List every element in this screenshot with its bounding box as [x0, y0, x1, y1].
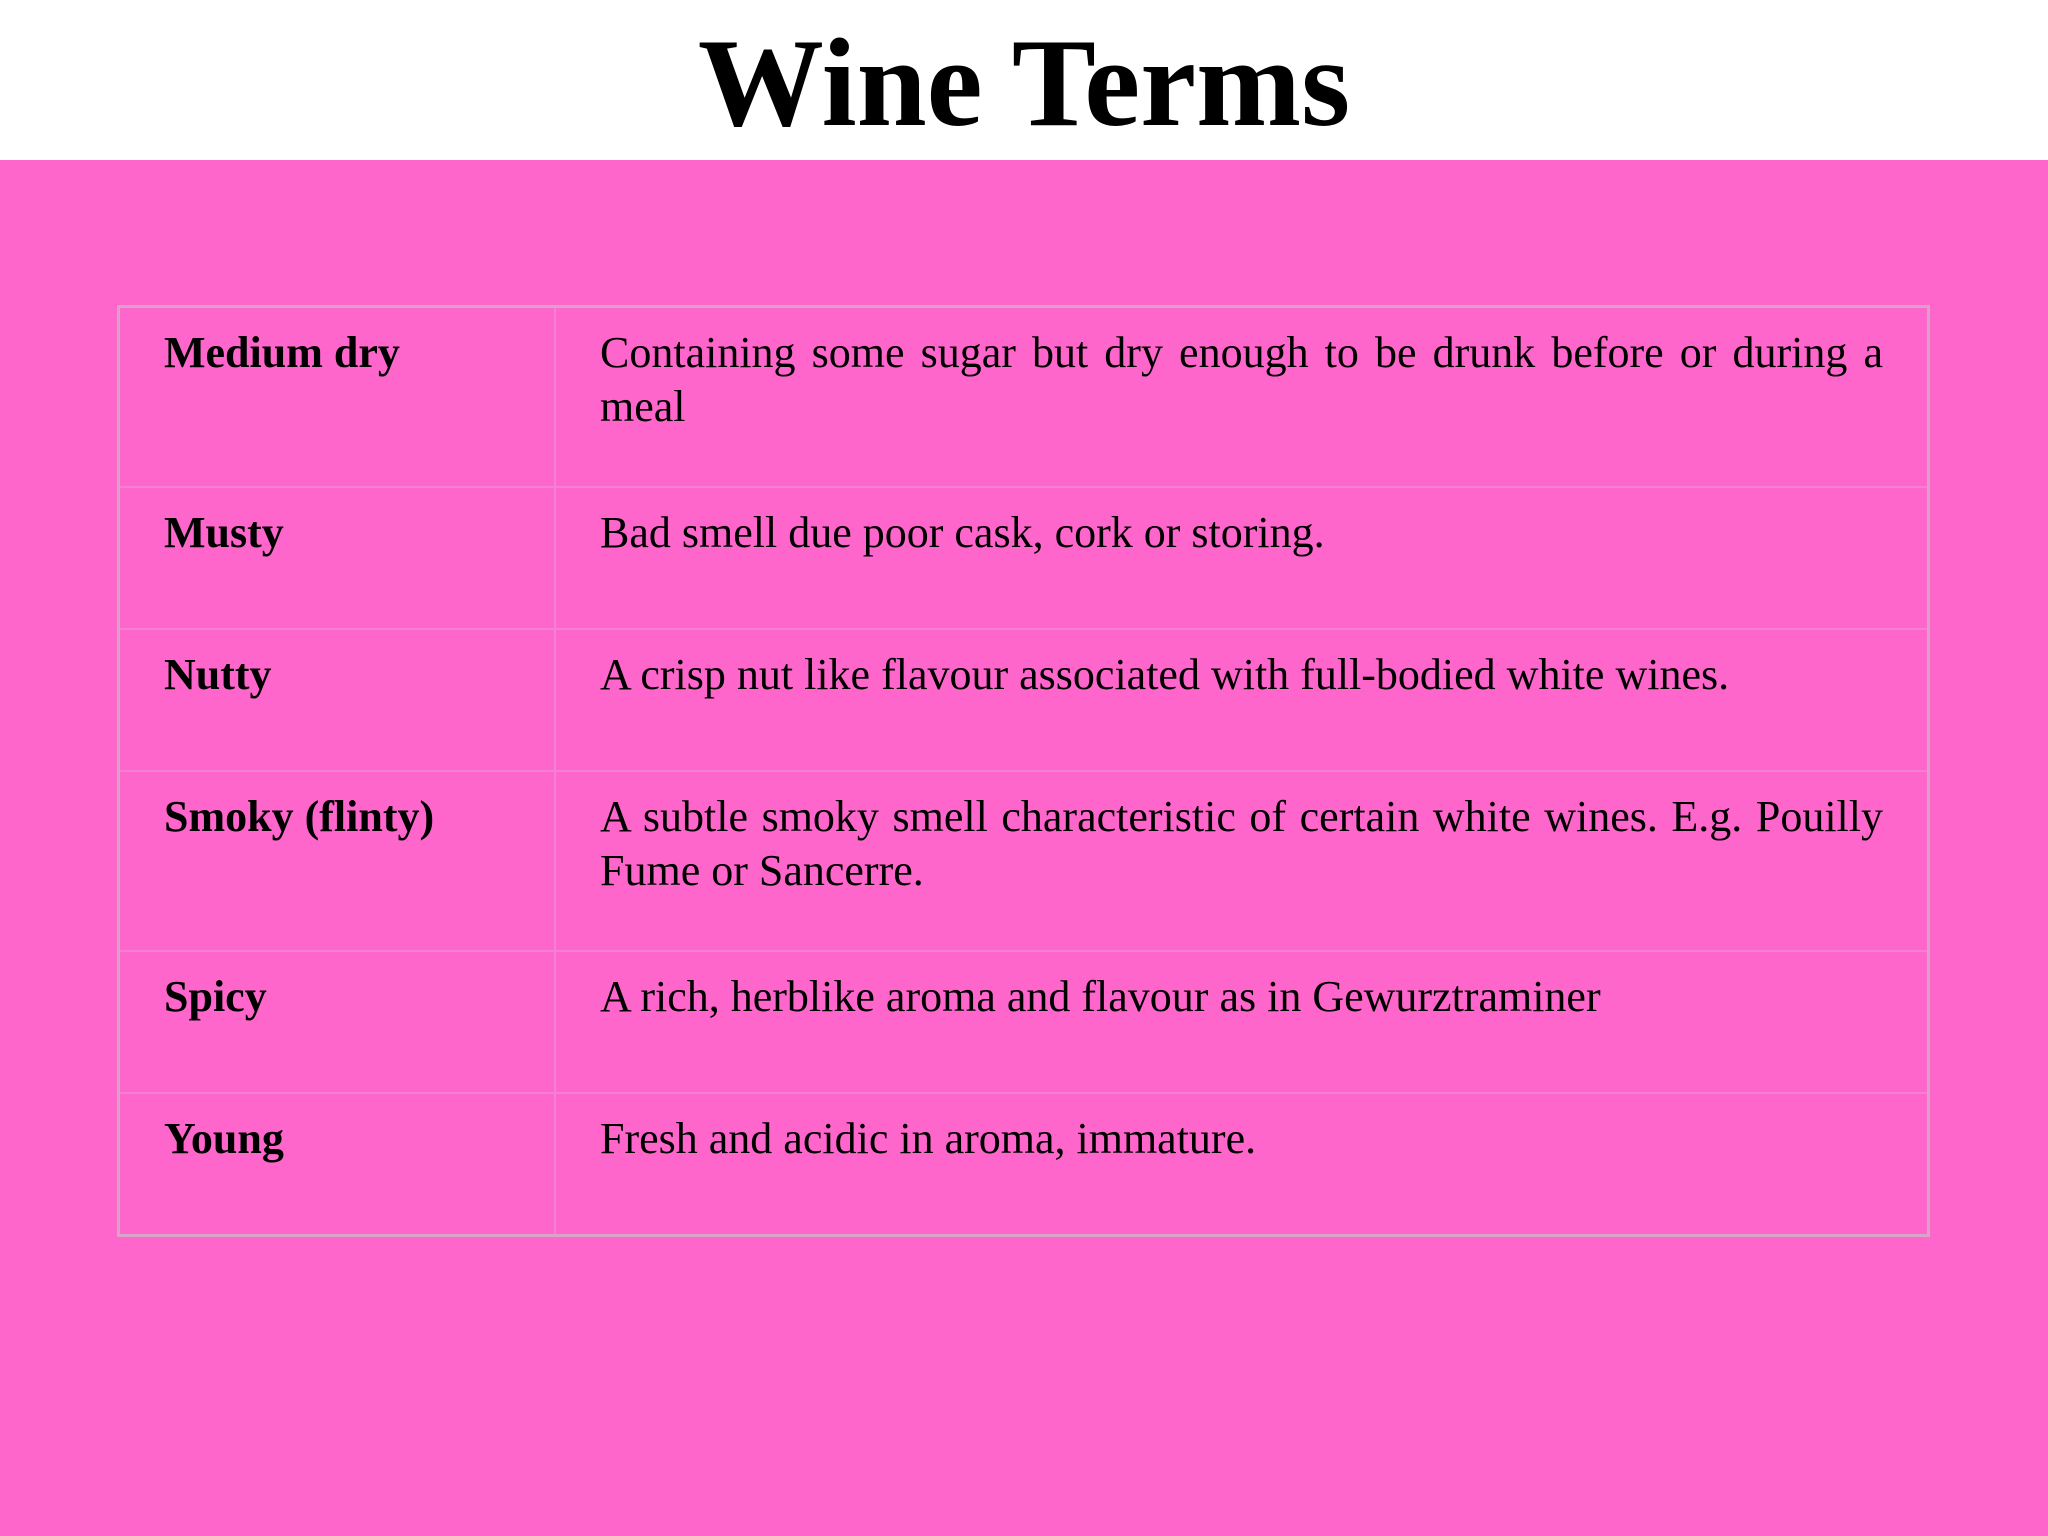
definition-cell: Containing some sugar but dry enough to be drunk before or during a meal: [555, 307, 1929, 488]
table-row: [119, 771, 1929, 951]
definition-cell: A subtle smoky smell characteristic of certain white wines. E.g. Pouilly Fume or Sancerre.: [555, 771, 1929, 951]
definition-cell: A rich, herblike aroma and flavour as in Gewurztraminer: [555, 951, 1929, 1093]
slide-title: Wine Terms: [697, 14, 1351, 153]
table-row: [119, 487, 1929, 629]
term-cell: Spicy: [119, 951, 556, 1093]
definition-cell: Bad smell due poor cask, cork or storing.: [555, 487, 1929, 629]
definition-cell: Fresh and acidic in aroma, immature.: [555, 1093, 1929, 1236]
term-cell: Smoky (flinty): [119, 771, 556, 951]
content-area: [0, 160, 2048, 1536]
title-bar: [0, 0, 2048, 160]
definition-cell: A crisp nut like flavour associated with full-bodied white wines.: [555, 629, 1929, 771]
table-row: [119, 951, 1929, 1093]
wine-terms-table: [117, 305, 1930, 1237]
table-row: [119, 1093, 1929, 1236]
table-row: [119, 629, 1929, 771]
term-cell: Medium dry: [119, 307, 556, 488]
term-cell: Young: [119, 1093, 556, 1236]
term-cell: Nutty: [119, 629, 556, 771]
term-cell: Musty: [119, 487, 556, 629]
table-row: [119, 307, 1929, 488]
